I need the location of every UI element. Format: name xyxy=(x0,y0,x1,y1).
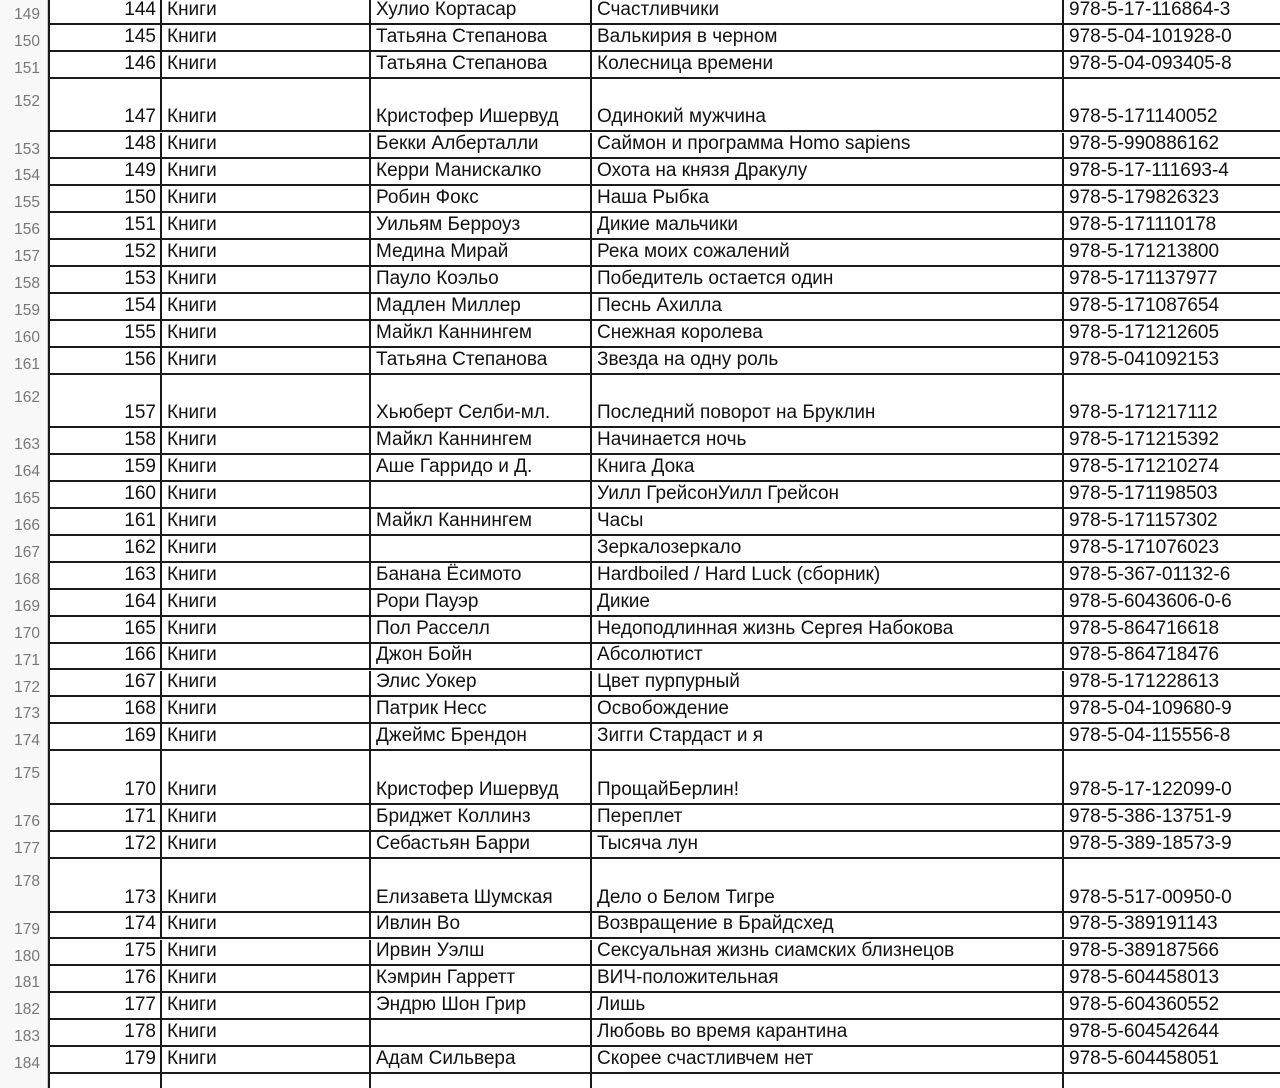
cell-category[interactable]: Книги xyxy=(162,0,371,25)
row-number-header[interactable]: 168 xyxy=(14,570,40,588)
cell-index[interactable]: 160 xyxy=(48,482,162,509)
cell-index[interactable]: 154 xyxy=(48,294,162,321)
table-row xyxy=(14,428,1280,455)
cell-author[interactable]: Татьяна Степанова xyxy=(371,348,592,375)
row-number-header[interactable]: 158 xyxy=(14,275,40,292)
cell-index[interactable]: 167 xyxy=(48,671,162,698)
table-row xyxy=(14,724,1280,751)
cell-author[interactable]: Ивлин Во xyxy=(371,913,592,940)
cell-index[interactable]: 157 xyxy=(48,375,162,429)
cell-isbn[interactable]: 978-5-6043606-0-6 xyxy=(1064,590,1280,617)
cell-category[interactable]: Книги xyxy=(162,455,371,482)
row-number-header[interactable]: 150 xyxy=(14,32,40,50)
cell-category[interactable]: Книги xyxy=(162,213,371,240)
row-number-header[interactable]: 164 xyxy=(14,463,40,481)
cell-isbn[interactable]: 978-5-179826323 xyxy=(1064,186,1280,213)
cell-isbn[interactable]: 978-5-171228613 xyxy=(1064,671,1280,698)
cell-title[interactable]: Охота на князя Дракулу xyxy=(592,159,1064,186)
cell-category[interactable]: Книги xyxy=(162,644,371,671)
cell-author[interactable]: Адам Сильвера xyxy=(371,1047,592,1074)
cell-index[interactable]: 164 xyxy=(48,590,162,617)
cell-title[interactable]: Лишь xyxy=(592,993,1064,1020)
row-number-header[interactable]: 184 xyxy=(14,1055,40,1073)
cell-isbn[interactable]: 978-5-171213800 xyxy=(1064,240,1280,267)
cell-isbn[interactable]: 978-5-171137977 xyxy=(1064,267,1280,294)
cell-isbn[interactable]: 978-5-171210274 xyxy=(1064,455,1280,482)
cell-index[interactable]: 152 xyxy=(48,240,162,267)
cell-author[interactable]: Майкл Каннингем xyxy=(371,428,592,455)
cell-title[interactable]: Одинокий мужчина xyxy=(592,79,1064,133)
row-number-header[interactable]: 179 xyxy=(14,920,40,938)
cell-title[interactable]: Недоподлинная жизнь Сергея Набокова xyxy=(592,617,1064,644)
row-number-header[interactable]: 155 xyxy=(14,194,40,212)
cell-index[interactable]: 145 xyxy=(48,25,162,52)
cell-isbn[interactable]: 978-5-171215392 xyxy=(1064,428,1280,455)
cell-category[interactable]: Книги xyxy=(162,697,371,724)
cell-author[interactable]: Кристофер Ишервуд xyxy=(371,79,592,133)
row-number-header[interactable]: 165 xyxy=(14,490,40,508)
table-row xyxy=(14,590,1280,617)
row-number-header[interactable]: 156 xyxy=(14,221,40,239)
cell-author[interactable]: Робин Фокс xyxy=(371,186,592,213)
cell-author[interactable]: Себастьян Барри xyxy=(371,832,592,859)
cell-category[interactable]: Книги xyxy=(162,509,371,536)
cell-index[interactable]: 179 xyxy=(48,1047,162,1074)
cell-isbn[interactable]: 978-5-389191143 xyxy=(1064,913,1280,940)
row-number-header[interactable]: 166 xyxy=(14,517,40,535)
cell-isbn[interactable]: 978-5-517-00950-0 xyxy=(1064,859,1280,913)
cell-index[interactable]: 159 xyxy=(48,455,162,482)
cell-category[interactable]: Книги xyxy=(162,617,371,644)
cell-author[interactable] xyxy=(371,536,592,563)
cell-category[interactable]: Книги xyxy=(162,805,371,832)
table-row xyxy=(14,267,1280,294)
row-number-header[interactable]: 174 xyxy=(14,732,40,750)
cell-index[interactable]: 178 xyxy=(48,1020,162,1047)
table-row xyxy=(14,644,1280,671)
cell-index[interactable]: 169 xyxy=(48,724,162,751)
row-number-header[interactable]: 170 xyxy=(14,624,40,642)
table-row xyxy=(14,913,1280,940)
cell-category[interactable]: Книги xyxy=(162,79,371,133)
cell-category[interactable]: Книги xyxy=(162,294,371,321)
cell-category[interactable]: Книги xyxy=(162,913,371,940)
cell-isbn[interactable]: 978-5-604458013 xyxy=(1064,966,1280,993)
cell-isbn[interactable]: 978-5-17-116864-3 xyxy=(1064,0,1280,25)
table-row xyxy=(14,482,1280,509)
row-number-header[interactable]: 154 xyxy=(14,167,40,185)
cell-title[interactable]: Часы xyxy=(592,509,1064,536)
cell-index[interactable]: 158 xyxy=(48,428,162,455)
row-number-header[interactable]: 169 xyxy=(14,597,40,615)
cell-author[interactable]: Елизавета Шумская xyxy=(371,859,592,913)
table-row xyxy=(14,993,1280,1020)
cell-index[interactable]: 144 xyxy=(48,0,162,25)
cell-category[interactable]: Книги xyxy=(162,186,371,213)
table-row xyxy=(14,52,1280,79)
cell-isbn[interactable]: 978-5-04-109680-9 xyxy=(1064,697,1280,724)
cell-index[interactable]: 176 xyxy=(48,966,162,993)
cell-category[interactable]: Книги xyxy=(162,348,371,375)
cell-author[interactable]: Бекки Алберталли xyxy=(371,133,592,160)
cell-index[interactable]: 175 xyxy=(48,940,162,967)
cell-title[interactable]: Валькирия в черном xyxy=(592,25,1064,52)
row-number-header[interactable]: 175 xyxy=(14,765,40,783)
cell-title[interactable]: Освобождение xyxy=(592,697,1064,724)
table-row xyxy=(14,805,1280,832)
cell-isbn[interactable]: 978-5-171110178 xyxy=(1064,213,1280,240)
row-number-header[interactable]: 151 xyxy=(14,59,40,77)
row-number-header[interactable]: 161 xyxy=(14,355,40,373)
cell-author[interactable]: Мадлен Миллер xyxy=(371,294,592,321)
cell-index[interactable]: 162 xyxy=(48,536,162,563)
cell-category[interactable]: Книги xyxy=(162,240,371,267)
cell-category[interactable]: Книги xyxy=(162,590,371,617)
cell-author[interactable]: Эндрю Шон Грир xyxy=(371,993,592,1020)
cell-isbn[interactable]: 978-5-041092153 xyxy=(1064,348,1280,375)
cell-author[interactable]: Кэмрин Гарретт xyxy=(371,966,592,993)
cell-author[interactable]: Джон Бойн xyxy=(371,644,592,671)
table-row xyxy=(14,1020,1280,1047)
cell-index[interactable]: 146 xyxy=(48,52,162,79)
cell-author[interactable]: Татьяна Степанова xyxy=(371,52,592,79)
cell-author[interactable]: Уильям Берроуз xyxy=(371,213,592,240)
cell-title[interactable]: Уилл ГрейсонУилл Грейсон xyxy=(592,482,1064,509)
row-number-header[interactable]: 167 xyxy=(14,544,40,561)
cell-category[interactable]: Книги xyxy=(162,966,371,993)
cell-author[interactable]: Майкл Каннингем xyxy=(371,509,592,536)
table-row xyxy=(14,348,1280,375)
cell-category[interactable]: Книги xyxy=(162,25,371,52)
cell-author[interactable]: Медина Мирай xyxy=(371,240,592,267)
cell-author[interactable]: Татьяна Степанова xyxy=(371,25,592,52)
cell-isbn[interactable]: 978-5-389-18573-9 xyxy=(1064,832,1280,859)
row-number-header[interactable]: 149 xyxy=(14,6,40,23)
row-number-header[interactable]: 160 xyxy=(14,328,40,346)
cell-author[interactable]: Джеймс Брендон xyxy=(371,724,592,751)
cell-index[interactable]: 170 xyxy=(48,751,162,805)
row-number-header[interactable]: 172 xyxy=(14,678,40,696)
cell-author[interactable]: Патрик Несс xyxy=(371,697,592,724)
cell-author[interactable]: Банана Ёсимото xyxy=(371,563,592,590)
empty-cell[interactable] xyxy=(162,1074,371,1088)
cell-index[interactable]: 177 xyxy=(48,993,162,1020)
cell-index[interactable]: 153 xyxy=(48,267,162,294)
table-row xyxy=(14,25,1280,52)
cell-category[interactable]: Книги xyxy=(162,724,371,751)
empty-cell[interactable] xyxy=(371,1074,592,1088)
cell-author[interactable]: Рори Пауэр xyxy=(371,590,592,617)
cell-isbn[interactable]: 978-5-386-13751-9 xyxy=(1064,805,1280,832)
cell-category[interactable]: Книги xyxy=(162,267,371,294)
row-number-header[interactable]: 173 xyxy=(14,705,40,723)
cell-isbn[interactable]: 978-5-367-01132-6 xyxy=(1064,563,1280,590)
cell-isbn[interactable]: 978-5-171140052 xyxy=(1064,79,1280,133)
table-row xyxy=(14,133,1280,160)
cell-isbn[interactable]: 978-5-171198503 xyxy=(1064,482,1280,509)
row-number-header[interactable]: 183 xyxy=(14,1028,40,1046)
row-number-header[interactable]: 162 xyxy=(14,388,40,406)
cell-title[interactable]: Зеркалозеркало xyxy=(592,536,1064,563)
cell-isbn[interactable]: 978-5-864718476 xyxy=(1064,644,1280,671)
cell-category[interactable]: Книги xyxy=(162,133,371,160)
cell-title[interactable]: Тысяча лун xyxy=(592,832,1064,859)
cell-isbn[interactable]: 978-5-171217112 xyxy=(1064,375,1280,429)
cell-title[interactable]: Абсолютист xyxy=(592,644,1064,671)
cell-index[interactable]: 150 xyxy=(48,186,162,213)
empty-cell[interactable] xyxy=(48,1074,162,1088)
cell-index[interactable]: 161 xyxy=(48,509,162,536)
cell-author[interactable]: Кристофер Ишервуд xyxy=(371,751,592,805)
row-number-header[interactable]: 182 xyxy=(14,1001,40,1019)
cell-title[interactable]: Песнь Ахилла xyxy=(592,294,1064,321)
row-number-header[interactable]: 180 xyxy=(14,947,40,965)
table-row xyxy=(14,294,1280,321)
table-row-empty xyxy=(48,1074,1280,1088)
cell-category[interactable]: Книги xyxy=(162,375,371,429)
table-row xyxy=(14,940,1280,967)
cell-title[interactable]: Счастливчики xyxy=(592,0,1064,25)
cell-category[interactable]: Книги xyxy=(162,536,371,563)
cell-index[interactable]: 174 xyxy=(48,913,162,940)
cell-title[interactable]: Дело о Белом Тигре xyxy=(592,859,1064,913)
cell-index[interactable]: 165 xyxy=(48,617,162,644)
cell-title[interactable]: ПрощайБерлин! xyxy=(592,751,1064,805)
cell-category[interactable]: Книги xyxy=(162,159,371,186)
cell-author[interactable]: Пауло Коэльо xyxy=(371,267,592,294)
cell-title[interactable]: Книга Дока xyxy=(592,455,1064,482)
cell-index[interactable]: 155 xyxy=(48,321,162,348)
cell-index[interactable]: 166 xyxy=(48,644,162,671)
table-row xyxy=(14,1047,1280,1074)
row-number-header[interactable]: 157 xyxy=(14,248,40,266)
cell-author[interactable] xyxy=(371,482,592,509)
cell-index[interactable]: 148 xyxy=(48,133,162,160)
cell-title[interactable]: Саймон и программа Homo sapiens xyxy=(592,133,1064,160)
table-row xyxy=(14,617,1280,644)
cell-category[interactable]: Книги xyxy=(162,428,371,455)
table-row xyxy=(14,509,1280,536)
cell-title[interactable]: Снежная королева xyxy=(592,321,1064,348)
cell-index[interactable]: 173 xyxy=(48,859,162,913)
row-number-header[interactable]: 153 xyxy=(14,140,40,158)
table-row xyxy=(14,159,1280,186)
row-number-header[interactable]: 176 xyxy=(14,813,40,830)
empty-cell[interactable] xyxy=(1064,1074,1280,1088)
table-row xyxy=(14,751,1280,805)
cell-isbn[interactable]: 978-5-04-093405-8 xyxy=(1064,52,1280,79)
table-row xyxy=(14,832,1280,859)
cell-title[interactable]: Колесница времени xyxy=(592,52,1064,79)
cell-index[interactable]: 168 xyxy=(48,697,162,724)
cell-index[interactable]: 171 xyxy=(48,805,162,832)
table-row xyxy=(14,79,1280,133)
cell-isbn[interactable]: 978-5-17-111693-4 xyxy=(1064,159,1280,186)
cell-index[interactable]: 156 xyxy=(48,348,162,375)
cell-category[interactable]: Книги xyxy=(162,671,371,698)
cell-title[interactable]: Наша Рыбка xyxy=(592,186,1064,213)
cell-author[interactable]: Хулио Кортасар xyxy=(371,0,592,25)
row-number-header[interactable]: 171 xyxy=(14,651,40,669)
cell-index[interactable]: 147 xyxy=(48,79,162,133)
row-number-header[interactable]: 163 xyxy=(14,436,40,454)
cell-author[interactable]: Хьюберт Селби-мл. xyxy=(371,375,592,429)
cell-author[interactable]: Элис Уокер xyxy=(371,671,592,698)
table-row xyxy=(14,697,1280,724)
table-row xyxy=(14,563,1280,590)
table-row xyxy=(14,455,1280,482)
table-row xyxy=(14,0,1280,25)
cell-category[interactable]: Книги xyxy=(162,993,371,1020)
cell-title[interactable]: Любовь во время карантина xyxy=(592,1020,1064,1047)
table-row xyxy=(14,671,1280,698)
cell-title[interactable]: Сексуальная жизнь сиамских близнецов xyxy=(592,940,1064,967)
cell-category[interactable]: Книги xyxy=(162,859,371,913)
cell-isbn[interactable]: 978-5-171212605 xyxy=(1064,321,1280,348)
cell-category[interactable]: Книги xyxy=(162,482,371,509)
cell-isbn[interactable]: 978-5-864716618 xyxy=(1064,617,1280,644)
cell-author[interactable]: Ирвин Уэлш xyxy=(371,940,592,967)
table-row xyxy=(14,240,1280,267)
cell-author[interactable]: Майкл Каннингем xyxy=(371,321,592,348)
cell-index[interactable]: 151 xyxy=(48,213,162,240)
table-row xyxy=(14,966,1280,993)
cell-category[interactable]: Книги xyxy=(162,751,371,805)
row-number-header[interactable]: 181 xyxy=(14,974,40,992)
cell-category[interactable]: Книги xyxy=(162,52,371,79)
cell-title[interactable]: Победитель остается один xyxy=(592,267,1064,294)
cell-title[interactable]: Начинается ночь xyxy=(592,428,1064,455)
cell-isbn[interactable]: 978-5-04-101928-0 xyxy=(1064,25,1280,52)
cell-index[interactable]: 172 xyxy=(48,832,162,859)
table-row xyxy=(14,859,1280,913)
cell-isbn[interactable]: 978-5-171087654 xyxy=(1064,294,1280,321)
cell-category[interactable]: Книги xyxy=(162,321,371,348)
table-row xyxy=(14,536,1280,563)
cell-isbn[interactable]: 978-5-990886162 xyxy=(1064,133,1280,160)
row-number-header[interactable]: 177 xyxy=(14,839,40,857)
cell-isbn[interactable]: 978-5-604360552 xyxy=(1064,993,1280,1020)
table-row xyxy=(14,213,1280,240)
cell-isbn[interactable]: 978-5-04-115556-8 xyxy=(1064,724,1280,751)
cell-title[interactable]: Зигги Стардаст и я xyxy=(592,724,1064,751)
cell-isbn[interactable]: 978-5-604542644 xyxy=(1064,1020,1280,1047)
row-number-header[interactable]: 159 xyxy=(14,301,40,319)
cell-category[interactable]: Книги xyxy=(162,940,371,967)
row-number-header[interactable]: 152 xyxy=(14,92,40,110)
cell-author[interactable]: Бриджет Коллинз xyxy=(371,805,592,832)
cell-isbn[interactable]: 978-5-17-122099-0 xyxy=(1064,751,1280,805)
row-number-header[interactable]: 178 xyxy=(14,872,40,890)
cell-category[interactable]: Книги xyxy=(162,832,371,859)
cell-title[interactable]: Цвет пурпурный xyxy=(592,671,1064,698)
cell-author[interactable] xyxy=(371,1020,592,1047)
cell-author[interactable]: Аше Гарридо и Д. xyxy=(371,455,592,482)
table-row xyxy=(14,186,1280,213)
cell-title[interactable]: Возвращение в Брайдсхед xyxy=(592,913,1064,940)
cell-title[interactable]: Последний поворот на Бруклин xyxy=(592,375,1064,429)
cell-index[interactable]: 149 xyxy=(48,159,162,186)
cell-title[interactable]: Скорее счастливчем нет xyxy=(592,1047,1064,1074)
cell-title[interactable]: Звезда на одну роль xyxy=(592,348,1064,375)
cell-title[interactable]: Hardboiled / Hard Luck (сборник) xyxy=(592,563,1064,590)
empty-cell[interactable] xyxy=(592,1074,1064,1088)
cell-isbn[interactable]: 978-5-389187566 xyxy=(1064,940,1280,967)
table-row xyxy=(14,375,1280,429)
cell-isbn[interactable]: 978-5-604458051 xyxy=(1064,1047,1280,1074)
cell-isbn[interactable]: 978-5-171157302 xyxy=(1064,509,1280,536)
cell-title[interactable]: Дикие мальчики xyxy=(592,213,1064,240)
cell-category[interactable]: Книги xyxy=(162,563,371,590)
cell-title[interactable]: Река моих сожалений xyxy=(592,240,1064,267)
cell-title[interactable]: ВИЧ-положительная xyxy=(592,966,1064,993)
cell-author[interactable]: Пол Расселл xyxy=(371,617,592,644)
cell-index[interactable]: 163 xyxy=(48,563,162,590)
cell-category[interactable]: Книги xyxy=(162,1020,371,1047)
cell-title[interactable]: Дикие xyxy=(592,590,1064,617)
cell-category[interactable]: Книги xyxy=(162,1047,371,1074)
cell-author[interactable]: Керри Манискалко xyxy=(371,159,592,186)
cell-title[interactable]: Переплет xyxy=(592,805,1064,832)
table-row xyxy=(14,321,1280,348)
cell-isbn[interactable]: 978-5-171076023 xyxy=(1064,536,1280,563)
